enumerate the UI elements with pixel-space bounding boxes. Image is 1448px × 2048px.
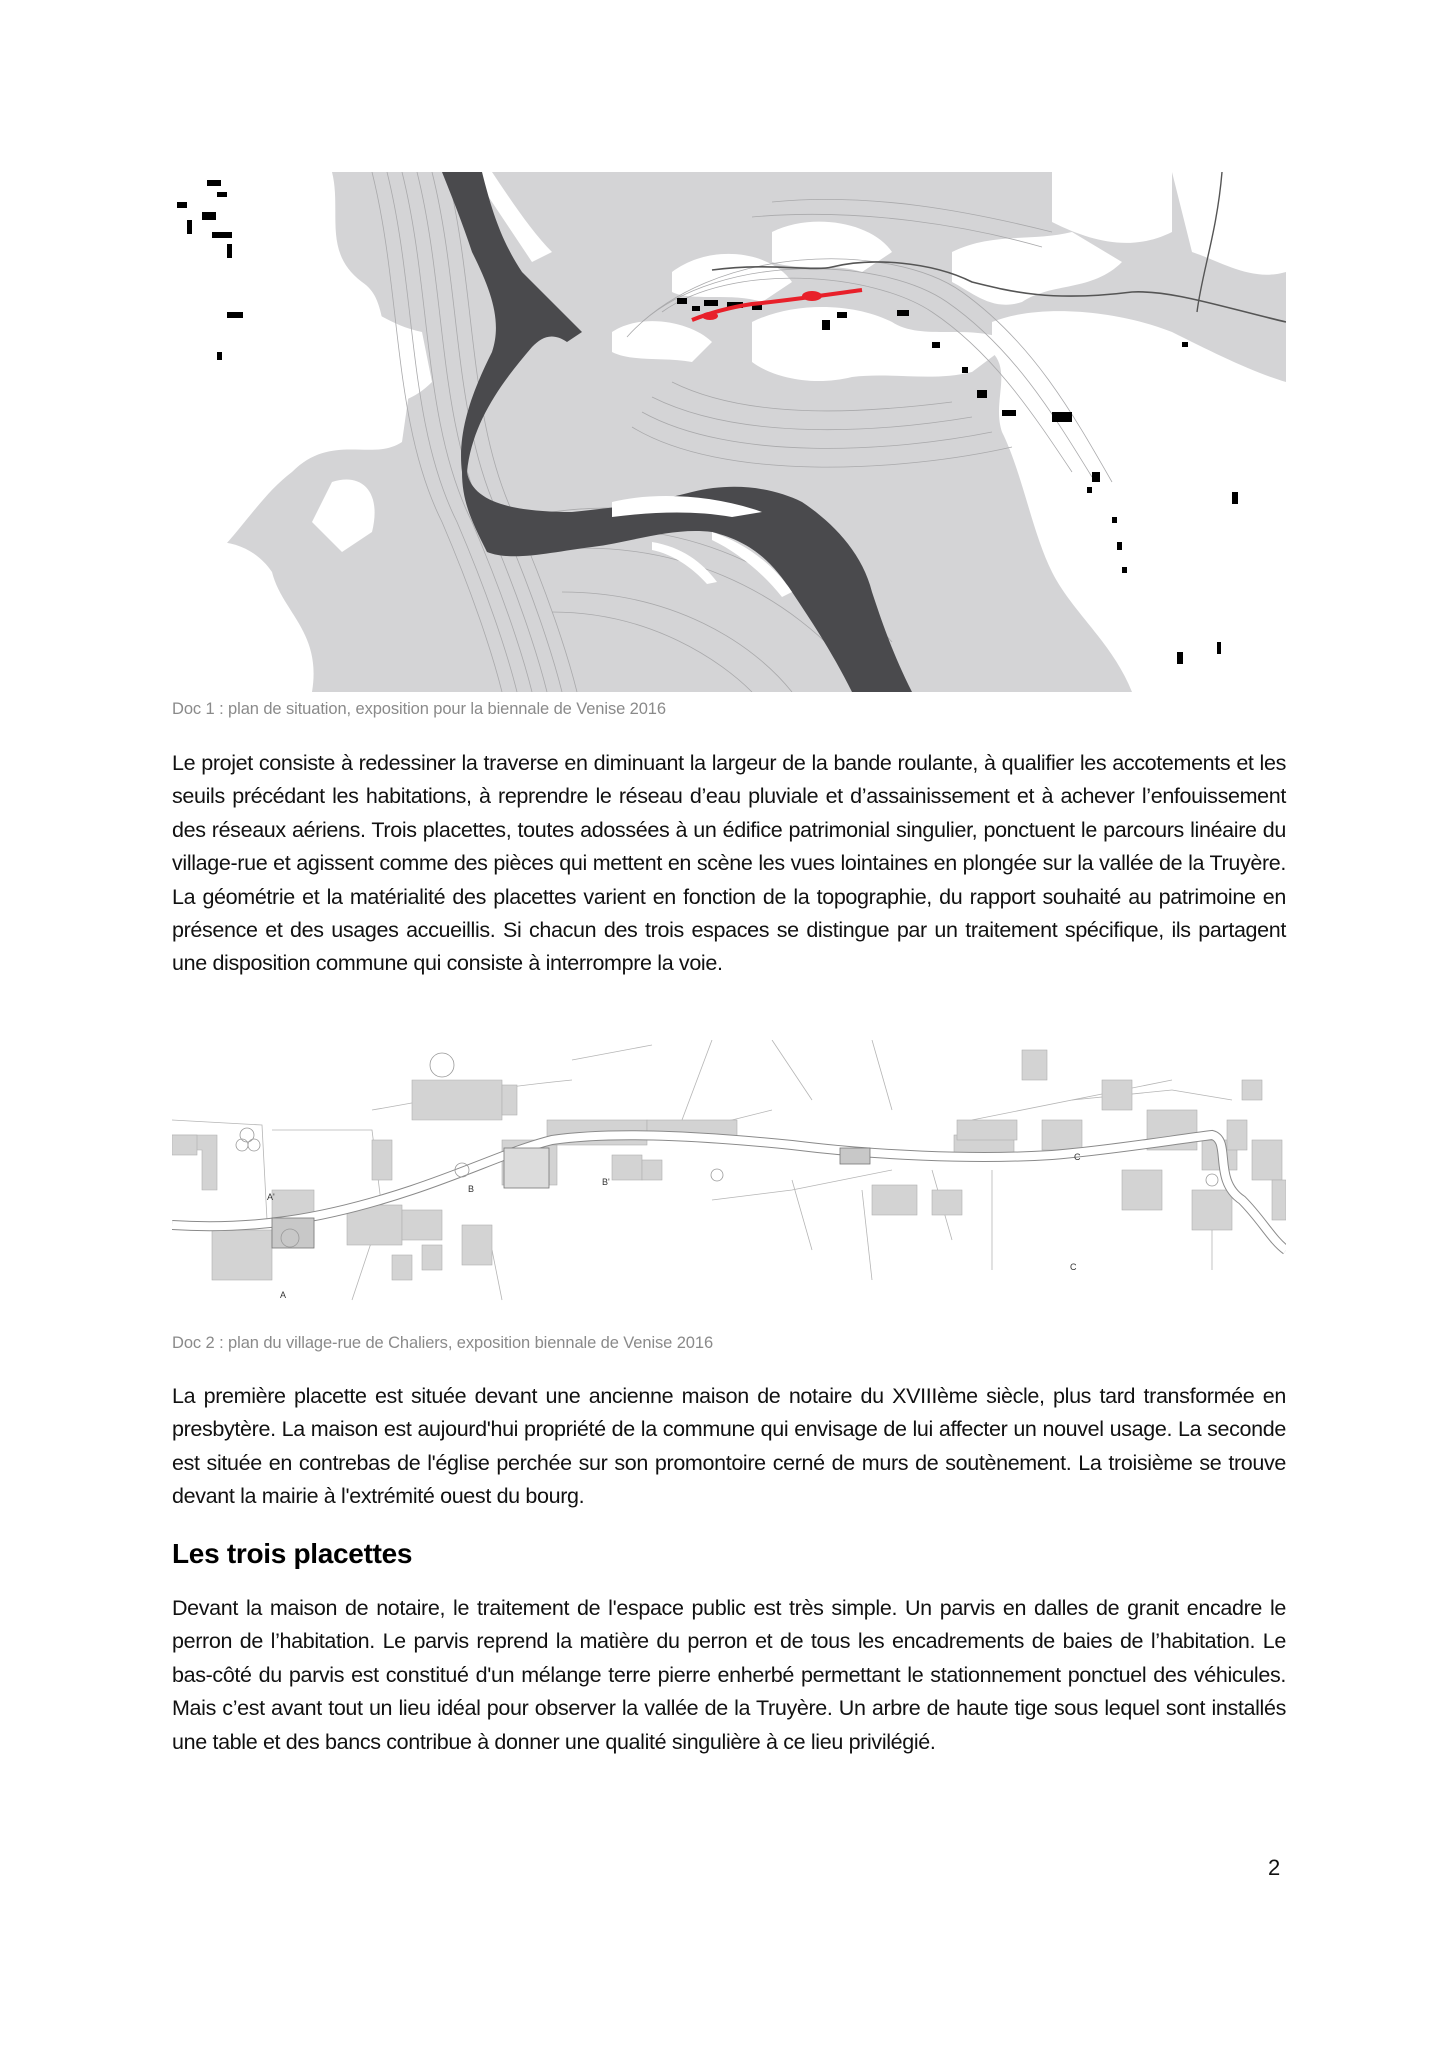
situation-map-figure	[172, 172, 1286, 692]
village-street-plan	[172, 1040, 1286, 1320]
section-label-a: A	[280, 1290, 287, 1300]
situation-map	[172, 172, 1286, 692]
clearings	[172, 172, 1286, 692]
placette-mairie	[840, 1148, 870, 1164]
body-paragraph: Devant la maison de notaire, le traitement de l'espace public est très simple. Un parvis en dalles de granit encadre le perron de l’habitation. Le parvis reprend la matière du perron et de tous les encadrements de baies de l’habitation. Le bas-côté du parvis est constitué d'un mélange terre pierre enherbé permettant le stationnement ponctuel des véhicules. Mais c’est avant tout un lieu idéal pour observer la vallée de la Truyère. Un arbre de haute tige sous lequel sont installés une table et des bancs contribue à donner une qualité singulière à ce lieu privilégié.	[172, 1596, 1286, 1754]
river-island	[652, 542, 717, 584]
figure-caption: Doc 1 : plan de situation, exposition pour la biennale de Venise 2016	[172, 700, 666, 718]
section-label-c-prime: C	[1070, 1262, 1077, 1272]
village-street-plan-figure	[172, 1040, 1286, 1320]
section-label-b-prime: B'	[602, 1177, 610, 1187]
section-heading: Les trois placettes	[172, 1538, 413, 1569]
page-number: 2	[1268, 1855, 1281, 1880]
placette-eglise	[504, 1148, 549, 1188]
section-label-c: C	[1074, 1152, 1081, 1162]
placette-notaire	[272, 1218, 314, 1248]
body-paragraph: Le projet consiste à redessiner la traverse en diminuant la largeur de la bande roulante, à qualifier les accotements et les seuils précédant les habitations, à reprendre le réseau d’eau pluviale et d’assainissement et à achever l’enfouissement des réseaux aériens. Trois placettes, toutes adossées à un édifice patrimonial singulier, ponctuent le parcours linéaire du village-rue et agissent comme des pièces qui mettent en scène les vues lointaines en plongée sur la vallée de la Truyère. La géométrie et la matérialité des placettes varient en fonction de la topographie, du rapport souhaité au patrimoine en présence et des usages accueillis. Si chacun des trois espaces se distingue par un traitement spécifique, ils partagent une disposition commune qui consiste à interrompre la voie.	[172, 751, 1286, 976]
placette-marker	[702, 312, 718, 320]
body-paragraph: La première placette est située devant une ancienne maison de notaire du XVIIIème siècle, plus tard transformée en presbytère. La maison est aujourd'hui propriété de la commune qui envisage de lui affecter un nouvel usage. La seconde est située en contrebas de l'église perchée sur son promontoire cerné de murs de soutènement. La troisième se trouve devant la mairie à l'extrémité ouest du bourg.	[172, 1384, 1286, 1509]
plan-buildings	[172, 1050, 1286, 1280]
figure-caption: Doc 2 : plan du village-rue de Chaliers, exposition biennale de Venise 2016	[172, 1334, 714, 1352]
parcel-lines	[172, 1040, 1232, 1300]
section-label-b: B	[468, 1184, 475, 1194]
section-label-a-prime: A'	[267, 1192, 275, 1202]
placette-marker	[802, 291, 822, 301]
village-street	[172, 1135, 1286, 1250]
